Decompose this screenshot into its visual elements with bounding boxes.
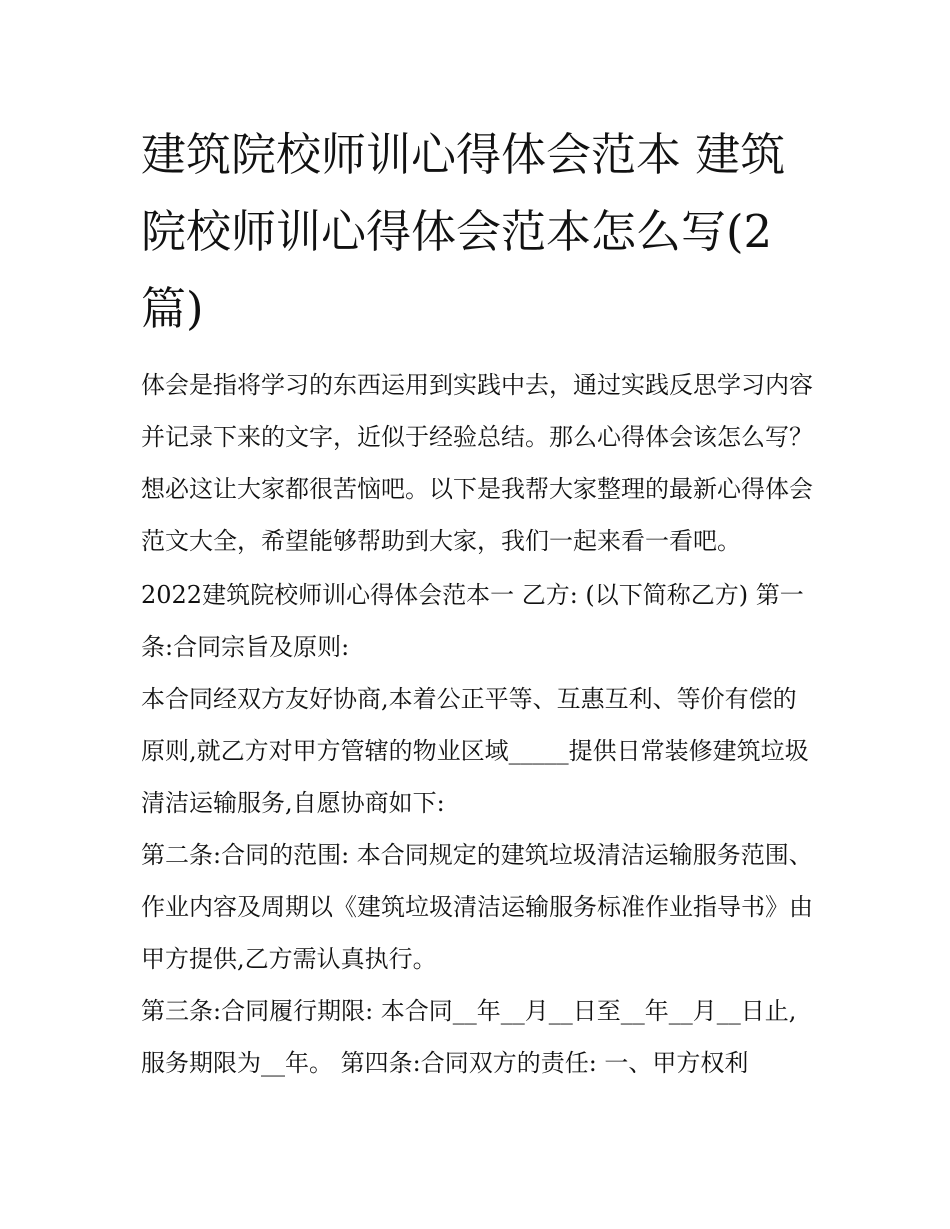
paragraph-principles: 本合同经双方友好协商,本着公正平等、互惠互利、等价有偿的原则,就乙方对甲方管辖的物业区域_____提供日常装修建筑垃圾清洁运输服务,自愿协商如下: <box>141 685 809 817</box>
document-body <box>141 359 813 1089</box>
paragraph-section-one: 2022建筑院校师训心得体会范本一 乙方: (以下简称乙方) 第一条:合同宗旨及原则: <box>141 581 804 661</box>
paragraph-article-two: 第二条:合同的范围: 本合同规定的建筑垃圾清洁运输服务范围、作业内容及周期以《建筑垃圾清洁运输服务标准作业指导书》由甲方提供,乙方需认真执行。 <box>141 841 813 973</box>
intro-paragraph: 体会是指将学习的东西运用到实践中去，通过实践反思学习内容并记录下来的文字，近似于经验总结。那么心得体会该怎么写？想必这让大家都很苦恼吧。以下是我帮大家整理的最新心得体会范文大全，希望能够帮助到大家，我们一起来看一看吧。 <box>141 371 813 555</box>
paragraph-article-three: 第三条:合同履行期限: 本合同__年__月__日至__年__月__日止,服务期限为__年。 第四条:合同双方的责任: 一、甲方权利 <box>141 997 797 1077</box>
document-title: 建筑院校师训心得体会范本 建筑院校师训心得体会范本怎么写(2篇) <box>141 128 786 335</box>
document-content <box>141 116 813 1089</box>
